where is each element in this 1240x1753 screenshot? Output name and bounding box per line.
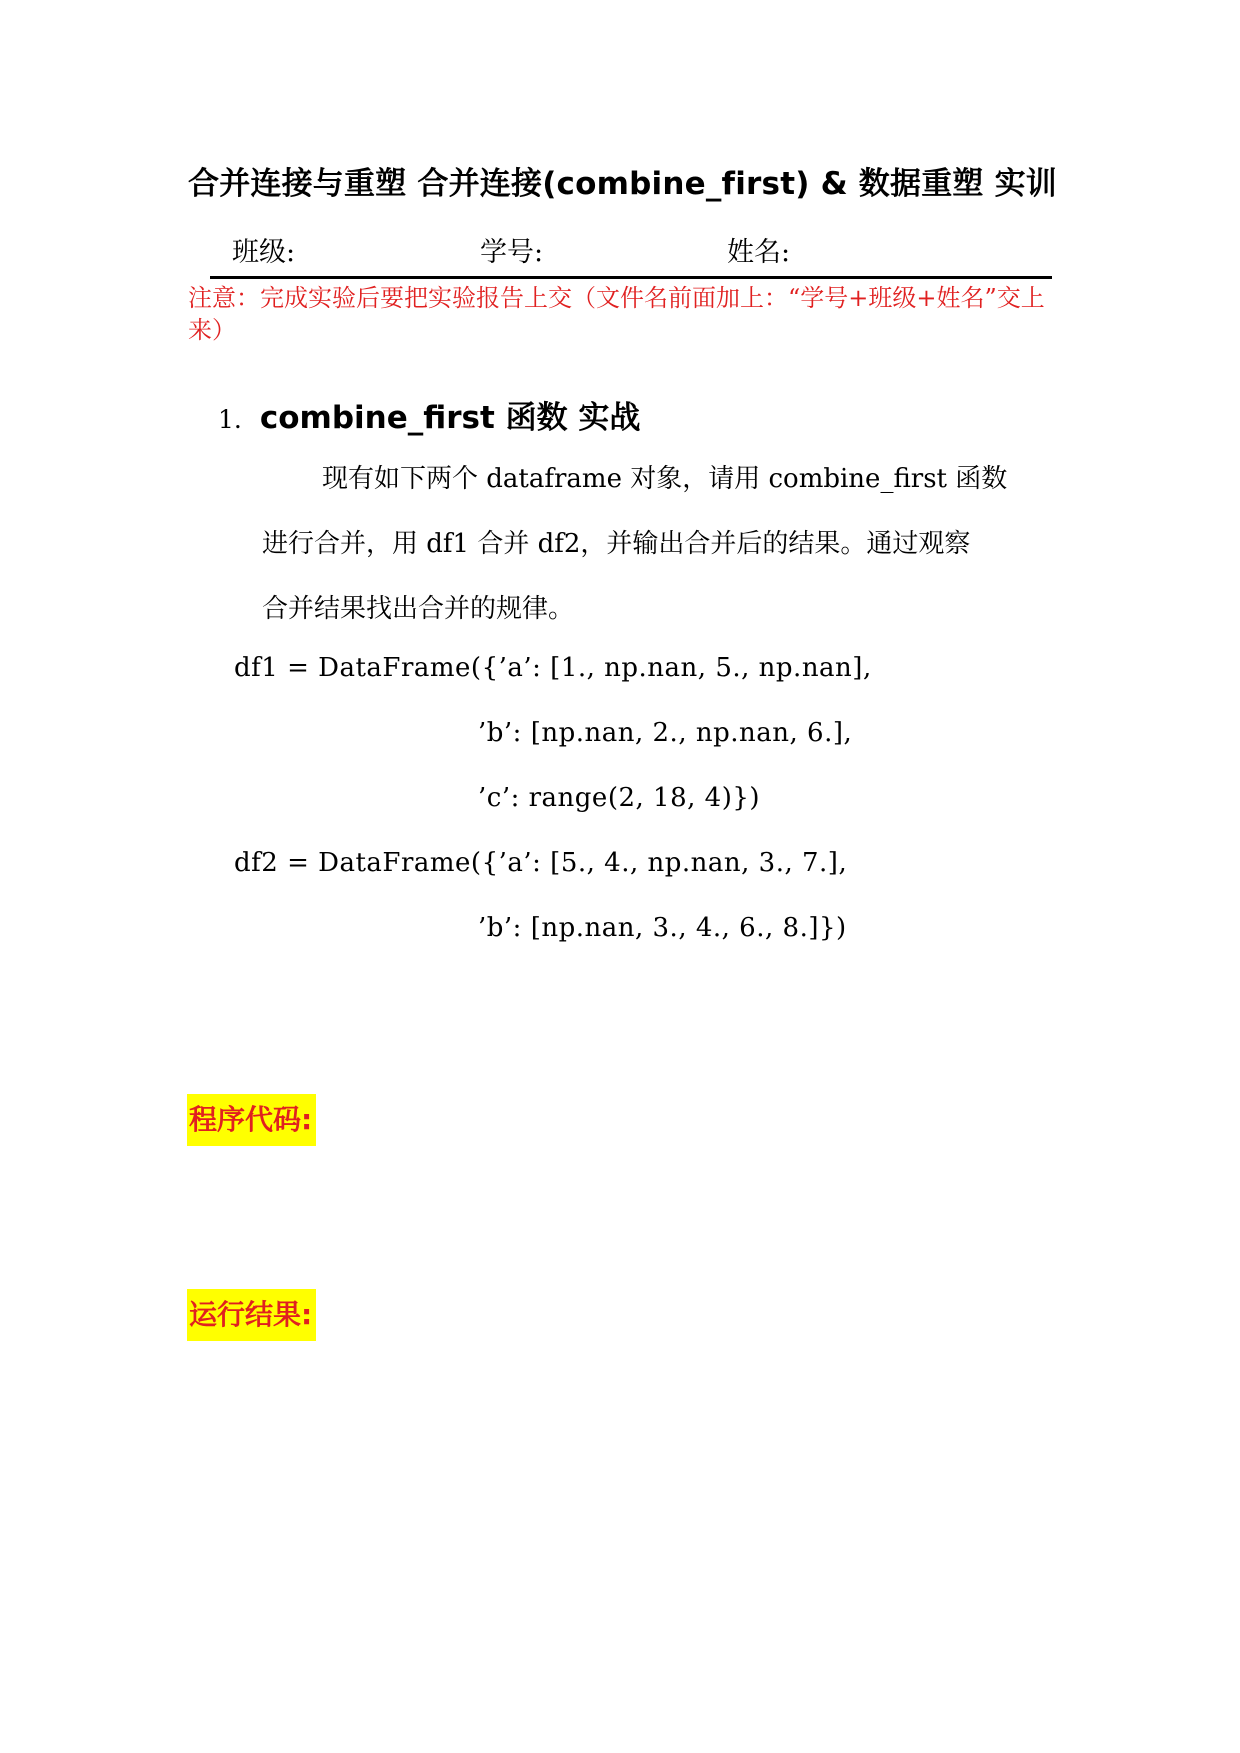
paragraph-line: 现有如下两个 dataframe 对象，请用 combine_first 函数 — [322, 464, 1008, 494]
code-line: df2 = DataFrame({’a’: [5., 4., np.nan, 3., 7.], — [234, 848, 848, 878]
code-line: df1 = DataFrame({’a’: [1., np.nan, 5., np.nan], — [234, 653, 872, 683]
code-line: ’c’: range(2, 18, 4)}) — [478, 783, 761, 813]
section-number: 1. — [218, 405, 242, 434]
program-code-label: 程序代码: — [187, 1094, 316, 1146]
paragraph-line: 合并结果找出合并的规律。 — [262, 594, 575, 624]
section-title: combine_first 函数 实战 — [259, 400, 641, 436]
student-id-field-label: 学号: — [480, 237, 544, 268]
paragraph-line: 进行合并，用 df1 合并 df2，并输出合并后的结果。通过观察 — [262, 529, 971, 559]
code-line: ’b’: [np.nan, 3., 4., 6., 8.]}) — [478, 913, 847, 943]
code-line: ’b’: [np.nan, 2., np.nan, 6.], — [478, 718, 853, 748]
submission-note: 注意：完成实验后要把实验报告上交（文件名前面加上：“学号+班级+姓名”交上来） — [188, 284, 1045, 344]
page-title: 合并连接与重塑 合并连接(combine_first) & 数据重塑 实训 — [188, 166, 1057, 202]
header-divider — [210, 276, 1052, 279]
section-heading — [218, 392, 640, 437]
run-result-label: 运行结果: — [187, 1289, 316, 1341]
name-field-label: 姓名: — [727, 237, 791, 268]
class-field-label: 班级: — [232, 237, 296, 268]
